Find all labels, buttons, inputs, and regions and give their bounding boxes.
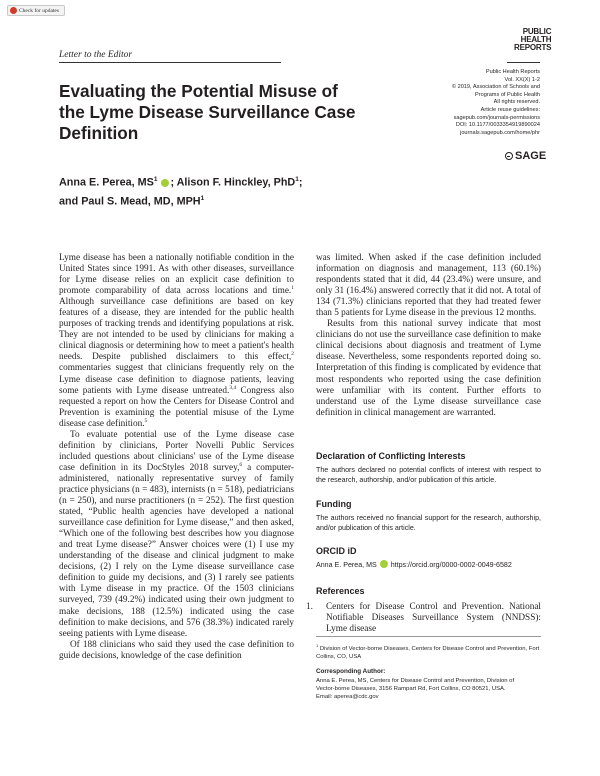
conflicts-text: The authors declared no potential conflicts of interest with respect to the research, authorship, and/or publication of this article.	[316, 466, 541, 485]
pubinfo-copyright: © 2019, Association of Schools and	[451, 84, 540, 91]
check-for-updates-label: Check for updates	[19, 7, 60, 14]
text-run: To evaluate potential use of the Lyme disease case definition by clinicians, Porter Novelli Public Services included questions about clinicians' use of the Lyme disease case definition in its DocStyles 2018 survey,	[59, 429, 294, 473]
funding-heading: Funding	[316, 499, 352, 509]
corresponding-author-heading: Corresponding Author:	[316, 668, 386, 675]
pubinfo-doi[interactable]: DOI: 10.1177/0033354919890024	[455, 122, 540, 129]
corresponding-email[interactable]: Email: aperea@cdc.gov	[316, 694, 379, 700]
author-affiliation-mark: 1	[200, 194, 205, 202]
author-affiliation-mark: 1	[153, 176, 158, 183]
corresponding-line: Anna E. Perea, MS, Centers for Disease Control and Prevention, Division of	[316, 678, 515, 684]
journal-logo-line: HEALTH	[520, 35, 552, 44]
body-paragraph	[59, 430, 294, 640]
footnote-rule	[316, 636, 541, 637]
pubinfo-journal: Public Health Reports	[485, 69, 540, 75]
author-name: Anna E. Perea, MS	[59, 176, 154, 189]
author-separator: ;	[298, 176, 303, 189]
orcid-heading: ORCID iD	[316, 546, 357, 556]
pubinfo-permissions-link[interactable]: sagepub.com/journals-permissions	[453, 114, 540, 121]
citation-link[interactable]: 1	[291, 285, 294, 292]
orcid-entry	[316, 560, 541, 569]
text-run: Congress also requested a report on how the Centers for Disease Control and Prevention is examining the potential misuse of the Lyme disease case definition.	[59, 385, 294, 429]
references-heading: References	[316, 586, 365, 596]
author-name: ; Alison F. Hinckley, PhD	[170, 176, 296, 189]
orcid-icon[interactable]	[161, 179, 169, 187]
reference-item	[306, 602, 541, 635]
article-title: Evaluating the Potential Misuse of the Lyme Disease Surveillance Case Definition	[59, 81, 356, 143]
reference-number: 1.	[306, 602, 313, 612]
text-run: a computer-administered, nationally representative survey of family practice physicians (n = 483), internists (n = 518), pediatricians (n = 250), and nurse practitioners (n = 252). The first question stated, “Public health agencies have developed a national surveillance case definition for Lyme disease,” and then asked, “Which one of the following best describes how you diagnose and treat Lyme disease?” Answer choices were (1) I use my understanding of the disease and clinical judgment to make decisions, (2) I rely on the Lyme disease surveillance case definition to guide my decisions, and (3) I rarely see patients with Lyme disease in my practice. Of the 1503 clinicians surveyed, 739 (49.2%) indicated using their own judgment to make decisions, 188 (12.5%) indicated using the case definition to make decisions, and 576 (38.3%) indicated rarely seeing patients with Lyme disease.	[59, 462, 295, 639]
sage-logo-icon	[505, 152, 513, 160]
header-rule	[59, 62, 281, 63]
affiliation-text: Division of Vector-borne Diseases, Centers for Disease Control and Prevention, Fort Collins, CO, USA	[316, 645, 540, 660]
corresponding-author-details	[316, 677, 544, 701]
body-paragraph: Of 188 clinicians who said they used the case definition to guide decisions, knowledge of the case definition	[59, 639, 294, 661]
pubinfo-volume: Vol. XX(X) 1-2	[504, 76, 540, 83]
affiliation	[316, 642, 541, 661]
publication-info	[410, 69, 540, 137]
corresponding-line: Vector-borne Diseases, 3156 Rampart Rd, Fort Collins, CO 80521, USA.	[316, 686, 506, 692]
orcid-author: Anna E. Perea, MS	[316, 561, 377, 569]
check-for-updates-badge[interactable]	[7, 5, 65, 16]
orcid-icon	[380, 560, 388, 568]
funding-text: The authors received no financial support for the research, authorship, and/or publication of this article.	[316, 514, 541, 533]
pubinfo-copyright-2: Programs of Public Health	[475, 91, 540, 98]
pubinfo-journal-link[interactable]: journals.sagepub.com/home/phr	[460, 129, 540, 136]
text-run: commentaries suggest that clinicians frequently rely on the Lyme disease case definition to diagnose patients, leaving some patients with Lyme disease untreated.	[59, 363, 294, 396]
conflicts-heading: Declaration of Conflicting Interests	[316, 451, 466, 461]
journal-logo-line: PUBLIC	[522, 27, 552, 36]
body-column-right	[316, 253, 541, 419]
citation-link[interactable]: 2	[291, 351, 294, 358]
body-paragraph	[59, 253, 294, 430]
article-type: Letter to the Editor	[59, 50, 133, 60]
text-run: Lyme disease has been a nationally notifiable condition in the United States since 1991. As with other diseases, surveillance for Lyme disease relies on an explicit case definition to promote comparability of data across locations and time.	[59, 253, 294, 297]
crossmark-icon	[10, 7, 17, 14]
orcid-link[interactable]: https://orcid.org/0000-0002-0049-6582	[390, 561, 512, 569]
pubinfo-reuse: Article reuse guidelines:	[480, 106, 540, 113]
author-list	[59, 172, 359, 209]
logo-rule	[507, 62, 540, 63]
body-paragraph: was limited. When asked if the case definition included information on diagnosis and management, 113 (60.1%) respondents stated that it did, 44 (23.4%) were unsure, and only 31 (16.4%) answered correctly that it did not. A total of 134 (71.3%) clinicians reported that they had treated fewer than 5 patients for Lyme disease in the previous 12 months.	[316, 253, 541, 319]
journal-logo-line: REPORTS	[514, 43, 552, 52]
affiliation-mark: 1	[316, 643, 319, 648]
pubinfo-rights: All rights reserved.	[493, 99, 540, 106]
reference-text: Centers for Disease Control and Prevention. National Notifiable Diseases Surveillance System (NNDSS): Lyme disease	[326, 602, 541, 635]
citation-link[interactable]: 5	[144, 417, 148, 424]
citation-link[interactable]: 3,4	[229, 384, 237, 391]
citation-link[interactable]: 6	[239, 461, 243, 468]
author-affiliation-mark: 1	[295, 176, 299, 183]
text-run: Although surveillance case definitions are based on key features of a disease, they are intended for the public health purposes of tracking trends and identifying populations at risk. They are not intended to be used by clinicians for making a clinical diagnosis or determining how to meet a patient's health needs. Despite published disclaimers to this effect,	[59, 297, 294, 363]
publisher-logo	[505, 150, 546, 162]
publisher-name: SAGE	[515, 150, 547, 162]
journal-logo	[514, 28, 551, 52]
body-paragraph: Results from this national survey indicate that most clinicians do not use the surveillance case definition to make clinical decisions about diagnosis and treatment of Lyme disease. Nevertheless, some respondents reported doing so. Interpretation of this finding is complicated by evidence that most respondents who reported using the case definition were unfamiliar with its content. Further efforts to understand use of the Lyme disease surveillance case definition in clinical management are warranted.	[316, 319, 541, 418]
author-name: and Paul S. Mead, MD, MPH	[59, 195, 201, 208]
body-column-left	[59, 253, 294, 662]
